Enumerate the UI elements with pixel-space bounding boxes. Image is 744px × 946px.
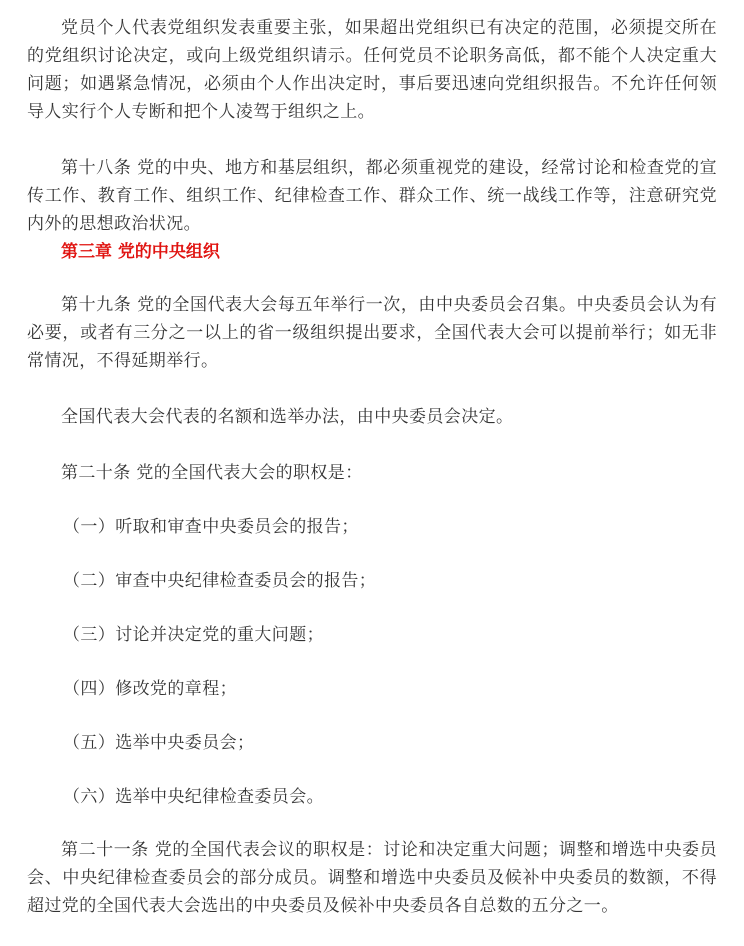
list-item: （二）审查中央纪律检查委员会的报告；	[63, 571, 377, 591]
list-item: （五）选举中央委员会；	[63, 733, 255, 753]
list-item: （六）选举中央纪律检查委员会。	[63, 787, 324, 807]
chapter-heading: 第三章 党的中央组织	[61, 242, 220, 262]
paragraph-article-20: 第二十条 党的全国代表大会的职权是：	[61, 463, 363, 483]
paragraph-party-member-representation: 党员个人代表党组织发表重要主张，如果超出党组织已有决定的范围，必须提交所在的党组织讨论决定，或向上级党组织请示。任何党员不论职务高低，都不能个人决定重大问题；如遇紧急情况，必须由个人作出决定时，事后要迅速向党组织报告。不允许任何领导人实行个人专断和把个人凌驾于组织之上。	[27, 18, 717, 122]
paragraph-article-21: 第二十一条 党的全国代表会议的职权是：讨论和决定重大问题；调整和增选中央委员会、中央纪律检查委员会的部分成员。调整和增选中央委员及候补中央委员的数额，不得超过党的全国代表大会选出的中央委员及候补中央委员各自总数的五分之一。	[27, 840, 717, 916]
paragraph-article-19: 第十九条 党的全国代表大会每五年举行一次，由中央委员会召集。中央委员会认为有必要，或者有三分之一以上的省一级组织提出要求，全国代表大会可以提前举行；如无非常情况，不得延期举行。	[27, 295, 717, 371]
paragraph-delegate-quota: 全国代表大会代表的名额和选举办法，由中央委员会决定。	[61, 407, 514, 427]
article-body	[27, 14, 717, 920]
list-item: （四）修改党的章程；	[63, 679, 237, 699]
list-item: （三）讨论并决定党的重大问题；	[63, 625, 324, 645]
paragraph-article-18: 第十八条 党的中央、地方和基层组织，都必须重视党的建设，经常讨论和检查党的宣传工作、教育工作、组织工作、纪律检查工作、群众工作、统一战线工作等，注意研究党内外的思想政治状况。	[27, 158, 717, 234]
list-item: （一）听取和审查中央委员会的报告；	[63, 517, 359, 537]
